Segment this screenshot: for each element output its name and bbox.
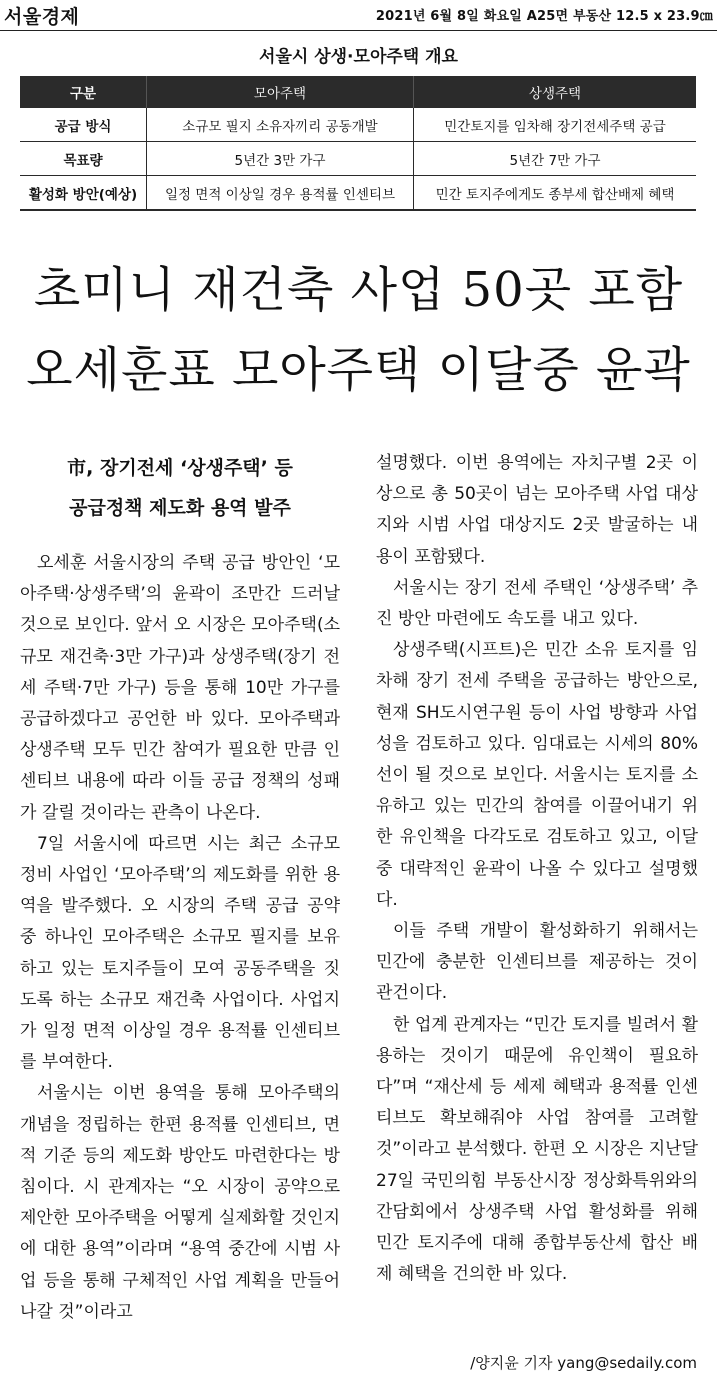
table-cell: 일정 면적 이상일 경우 용적률 인센티브	[146, 176, 413, 209]
subheadline	[20, 448, 340, 540]
byline: /양지윤 기자 yang@sedaily.com	[470, 1354, 697, 1372]
article-paragraph: 서울시는 장기 전세 주택인 ‘상생주택’ 추진 방안 마련에도 속도를 내고 있다.	[376, 577, 698, 630]
table-cell: 5년간 7만 가구	[413, 142, 696, 175]
article-paragraph: 상생주택(시프트)은 민간 소유 토지를 임차해 장기 전세 주택을 공급하는 방안으로, 현재 SH도시연구원 등이 사업 방향과 사업성을 검토하고 있다. 임대료는 시세의 80% 선이 될 것으로 보인다. 서울시는 토지를 소유하고 있는 민간의 참여를 이끌어내기 위한 유인책을 다각도로 검토하고 있고, 이달 중 대략적인 윤곽이 나올 수 있다고 설명했다.	[376, 640, 698, 910]
issue-info: 2021년 6월 8일 화요일 A25면 부동산 12.5 x 23.9㎝	[375, 9, 713, 24]
headline-line: 초미니 재건축 사업 50곳 포함	[33, 262, 684, 318]
row-label: 활성화 방안(예상)	[28, 186, 138, 203]
table-row	[20, 176, 696, 211]
headline-line: 오세훈표 모아주택 이달중 윤곽	[26, 342, 691, 398]
subheadline-line: 공급정책 제도화 용역 발주	[69, 497, 291, 519]
column-header: 구분	[69, 86, 97, 102]
article-paragraph: 한 업계 관계자는 “민간 토지를 빌려서 활용하는 것이기 때문에 유인책이 필요하다”며 “재산세 등 세제 혜택과 용적률 인센티브도 확보해줘야 사업 참여를 고려할 것”이라고 분석했다. 한편 오 시장은 지난달 27일 국민의힘 부동산시장 정상화특위와의 간담회에서 상생주택 사업 활성화를 위해 민간 토지주에 대해 종합부동산세 합산 배제 혜택을 건의한 바 있다.	[376, 1014, 698, 1285]
overview-table	[20, 76, 696, 211]
table-cell: 소규모 필지 소유자끼리 공동개발	[146, 108, 413, 141]
headline	[0, 250, 717, 410]
article-column-left	[20, 448, 340, 1328]
article-paragraph: 이들 주택 개발이 활성화하기 위해서는 민간에 충분한 인센티브를 제공하는 것이 관건이다.	[376, 921, 698, 1004]
table-title: 서울시 상생·모아주택 개요	[259, 47, 458, 67]
article-paragraph: 서울시는 이번 용역을 통해 모아주택의 개념을 정립하는 한편 용적률 인센티브, 면적 기준 등의 제도화 방안도 마련한다는 방침이다. 시 관계자는 “오 시장이 공약으로 제안한 모아주택을 어떻게 실제화할 것인지에 대한 용역”이라며 “용역 중간에 시범 사업 등을 통해 구체적인 사업 계획을 만들어나갈 것”이라고	[20, 1083, 340, 1322]
table-header-row	[20, 76, 696, 108]
article-column-right	[376, 448, 698, 1290]
article-paragraph: 7일 서울시에 따르면 시는 최근 소규모 정비 사업인 ‘모아주택’의 제도화를 위한 용역을 발주했다. 오 시장의 주택 공급 공약 중 하나인 모아주택은 소규모 필지를 보유하고 있는 토지주들이 모여 공동주택을 짓도록 하는 소규모 재건축 사업이다. 사업지가 일정 면적 이상일 경우 용적률 인센티브를 부여한다.	[20, 833, 340, 1073]
table-cell: 민간토지를 임차해 장기전세주택 공급	[413, 108, 696, 141]
article-paragraph: 설명했다. 이번 용역에는 자치구별 2곳 이상으로 총 50곳이 넘는 모아주택 사업 대상지와 시범 사업 대상지도 2곳 발굴하는 내용이 포함됐다.	[376, 453, 698, 567]
column-header: 상생주택	[413, 76, 696, 108]
row-label: 목표량	[63, 152, 103, 169]
table-cell: 민간 토지주에게도 종부세 합산배제 혜택	[413, 176, 696, 209]
table-row	[20, 108, 696, 142]
masthead	[0, 0, 717, 31]
row-label: 공급 방식	[54, 118, 112, 135]
article-paragraph: 오세훈 서울시장의 주택 공급 방안인 ‘모아주택·상생주택’의 윤곽이 조만간 드러날 것으로 보인다. 앞서 오 시장은 모아주택(소규모 재건축·3만 가구)과 상생주택(장기 전세 주택·7만 가구) 등을 통해 10만 가구를 공급하겠다고 공언한 바 있다. 모아주택과 상생주택 모두 민간 참여가 필요한 만큼 인센티브 내용에 따라 이들 공급 정책의 성패가 갈릴 것이라는 관측이 나온다.	[20, 553, 340, 823]
subheadline-line: 市, 장기전세 ‘상생주택’ 등	[67, 457, 293, 479]
table-cell: 5년간 3만 가구	[146, 142, 413, 175]
paper-name: 서울경제	[4, 6, 80, 28]
table-row	[20, 142, 696, 176]
column-header: 모아주택	[146, 76, 413, 108]
